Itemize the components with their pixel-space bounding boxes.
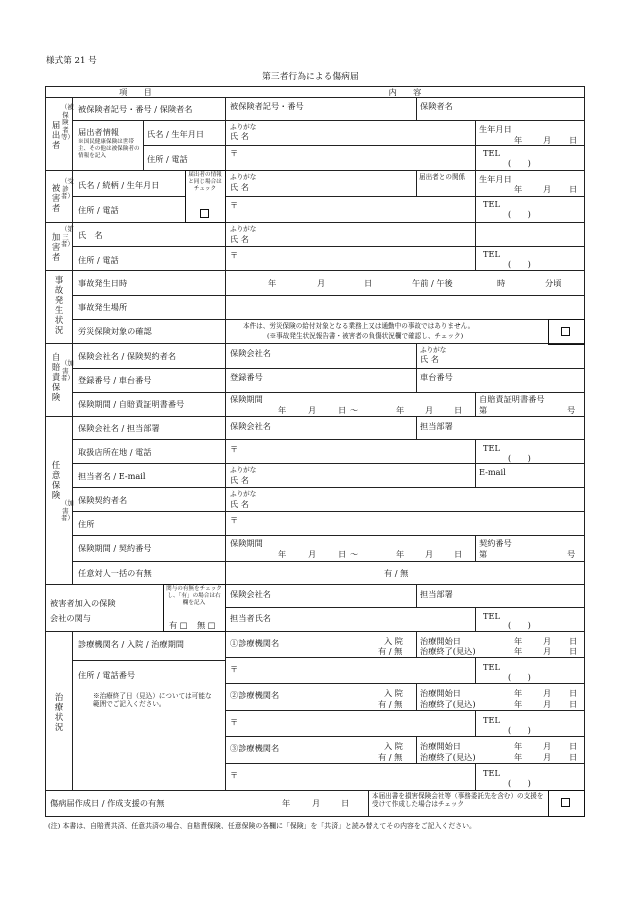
- nini-email-field[interactable]: E-mail: [479, 467, 506, 477]
- clinic1-end-day[interactable]: 日: [569, 646, 578, 656]
- clinic3-name-field[interactable]: ③診療機関名: [230, 743, 280, 753]
- clinic2-tel-label: TEL: [483, 715, 500, 725]
- treatment-address-item: 住所 / 電話番号: [78, 670, 136, 680]
- same-as-reporter-checkbox[interactable]: [200, 209, 209, 218]
- accident-minute[interactable]: 分頃: [545, 278, 562, 288]
- jibai-from-day[interactable]: 日: [338, 405, 347, 415]
- nini-contract-go: 号: [567, 549, 576, 559]
- victim-address-item: 住所 / 電話: [78, 205, 119, 215]
- nini-contractor-furigana: ふりがな: [230, 490, 257, 498]
- clinic2-end-label: 治療終了(見込): [420, 699, 476, 709]
- jibai-from-year[interactable]: 年: [278, 405, 287, 415]
- victim-birth-label: 生年月日: [479, 174, 512, 184]
- jibai-contractor-field[interactable]: 氏 名: [420, 354, 439, 364]
- jibai-to-day[interactable]: 日: [454, 405, 463, 415]
- nini-period-label: 保険期間: [230, 538, 263, 548]
- clinic3-start-day[interactable]: 日: [569, 741, 578, 751]
- same-as-reporter-note: 届出者の情報と同じ場合はチェック: [188, 172, 222, 192]
- section-insured-label: 届出者: [51, 120, 61, 150]
- nini-tel-label: TEL: [483, 443, 500, 453]
- victim-furigana: ふりがな: [230, 173, 257, 181]
- nini-person-item: 担当者名 / E-mail: [78, 471, 146, 481]
- section-insured-sub: （被保険者等）: [61, 103, 74, 142]
- nini-to-month[interactable]: 月: [425, 549, 434, 559]
- nini-contract-label: 契約番号: [479, 538, 512, 548]
- clinic2-end-day[interactable]: 日: [569, 699, 578, 709]
- clinic2-nyuin-field[interactable]: 有 / 無: [378, 699, 403, 709]
- nini-ikkatsu-field[interactable]: 有 / 無: [384, 568, 409, 578]
- nini-postal-field[interactable]: 〒: [230, 444, 239, 454]
- victim-tel-field[interactable]: ( ): [508, 209, 531, 219]
- form-number: 様式第 21 号: [46, 56, 97, 66]
- victim-ins-person-field[interactable]: 担当者氏名: [230, 613, 271, 623]
- treatment-clinic-item: 診療機関名 / 入院 / 治療期間: [78, 639, 184, 649]
- accident-year[interactable]: 年: [268, 278, 277, 288]
- clinic3-start-month[interactable]: 月: [543, 741, 552, 751]
- reporter-birth-year[interactable]: 年: [514, 135, 523, 145]
- jibai-chassis-field[interactable]: 車台番号: [420, 372, 453, 382]
- accident-month[interactable]: 月: [317, 278, 326, 288]
- kanyo-yes-checkbox[interactable]: 有 □: [169, 620, 188, 630]
- victim-birth-day[interactable]: 日: [569, 184, 578, 194]
- victim-ins-tel-field[interactable]: ( ): [508, 620, 531, 630]
- nini-from-month[interactable]: 月: [308, 549, 317, 559]
- reporter-birth-day[interactable]: 日: [569, 135, 578, 145]
- clinic1-end-year[interactable]: 年: [514, 646, 523, 656]
- nini-to-day[interactable]: 日: [454, 549, 463, 559]
- clinic3-tel-field[interactable]: ( ): [508, 778, 531, 788]
- nini-contractor-item: 保険契約者名: [78, 495, 128, 505]
- jibai-reg-item: 登録番号 / 車台番号: [78, 375, 152, 385]
- footnote: (注) 本書は、自賠責共済、任意共済の場合、自賠責保険、任意保険の各欄に「保険」を「共済」と読み替えてその内容をご記入ください。: [48, 822, 476, 830]
- clinic2-start-year[interactable]: 年: [514, 688, 523, 698]
- clinic1-start-day[interactable]: 日: [569, 636, 578, 646]
- offender-name-field[interactable]: 氏 名: [230, 234, 249, 244]
- nini-contract-dai: 第: [479, 549, 488, 559]
- jibai-period-label: 保険期間: [230, 394, 263, 404]
- clinic3-start-label: 治療開始日: [420, 741, 461, 751]
- offender-tel-label: TEL: [483, 249, 500, 259]
- nini-company-item: 保険会社名 / 担当部署: [78, 423, 160, 433]
- victim-relation-field[interactable]: 届出者との関係: [419, 173, 466, 181]
- kanyo-no-checkbox[interactable]: 無 □: [197, 620, 216, 630]
- clinic1-postal-field[interactable]: 〒: [230, 664, 239, 674]
- nini-period-item: 保険期間 / 契約番号: [78, 543, 152, 553]
- creation-month[interactable]: 月: [312, 798, 321, 808]
- nini-person-furigana: ふりがな: [230, 466, 257, 474]
- treatment-note: ※治療終了日（見込）については可能な範囲でご記入ください。: [93, 692, 212, 708]
- clinic2-start-label: 治療開始日: [420, 688, 461, 698]
- jibai-to-year[interactable]: 年: [396, 405, 405, 415]
- victim-postal-field[interactable]: 〒: [230, 200, 239, 210]
- clinic1-start-year[interactable]: 年: [514, 636, 523, 646]
- rousai-text-2: (※事故発生状況報告書・被害者の負傷状況欄で確認し、チェック): [267, 332, 464, 340]
- clinic3-postal-field[interactable]: 〒: [230, 770, 239, 780]
- insured-number-field[interactable]: 被保険者記号・番号: [230, 101, 304, 111]
- clinic2-name-field[interactable]: ②診療機関名: [230, 690, 280, 700]
- row-insured-number-item: 被保険者記号・番号 / 保険者名: [78, 104, 193, 114]
- reporter-name-field[interactable]: 氏 名: [230, 131, 249, 141]
- jibai-contractor-furigana: ふりがな: [420, 346, 447, 354]
- victim-ins-dept-field[interactable]: 担当部署: [420, 589, 453, 599]
- creation-date-item: 傷病届作成日 / 作成支援の有無: [50, 798, 165, 808]
- victim-name-item: 氏名 / 続柄 / 生年月日: [78, 180, 160, 190]
- nini-from-day[interactable]: 日: [338, 549, 347, 559]
- section-treatment-label: 治療状況: [54, 692, 64, 732]
- clinic1-nyuin-field[interactable]: 有 / 無: [378, 646, 403, 656]
- nini-to-year[interactable]: 年: [396, 549, 405, 559]
- section-victim-label: 被害者: [51, 183, 61, 213]
- section-jibaiseki-sub: （加害者）: [61, 359, 74, 383]
- clinic2-postal-field[interactable]: 〒: [230, 717, 239, 727]
- offender-furigana: ふりがな: [230, 225, 257, 233]
- rousai-checkbox[interactable]: [561, 327, 570, 336]
- section-jibaiseki-label: 自賠責保険: [51, 352, 61, 402]
- jibai-tilde: ～: [350, 405, 359, 415]
- kanyo-note: 関与の有無をチェックし、「有」の場合は右欄を記入: [166, 586, 222, 606]
- nini-from-year[interactable]: 年: [278, 549, 287, 559]
- reporter-info-note: ※国民健康保険は世帯主、その他は被保険者の情報を記入: [78, 139, 140, 159]
- nini-address-postal[interactable]: 〒: [230, 515, 239, 525]
- accident-datetime-item: 事故発生日時: [78, 278, 128, 288]
- victim-insurance-item: 被害者加入の保険: [50, 598, 116, 608]
- clinic2-nyuin-label: 入 院: [384, 688, 403, 698]
- jibai-cert-label: 自賠責証明書番号: [479, 394, 545, 404]
- page-title: 第三者行為による傷病届: [262, 72, 359, 82]
- clinic3-end-day[interactable]: 日: [569, 752, 578, 762]
- clinic1-name-field[interactable]: ①診療機関名: [230, 638, 280, 648]
- nini-dept-field[interactable]: 担当部署: [420, 421, 453, 431]
- offender-name-item: 氏 名: [78, 230, 103, 240]
- accident-day[interactable]: 日: [364, 278, 373, 288]
- victim-ins-tel-label: TEL: [483, 611, 500, 621]
- creation-day[interactable]: 日: [341, 798, 350, 808]
- victim-birth-year[interactable]: 年: [514, 184, 523, 194]
- clinic1-end-label: 治療終了(見込): [420, 646, 476, 656]
- clinic3-end-label: 治療終了(見込): [420, 752, 476, 762]
- offender-address-item: 住所 / 電話: [78, 255, 119, 265]
- header-content: 内 容: [388, 87, 422, 97]
- victim-name-field[interactable]: 氏 名: [230, 182, 249, 192]
- offender-tel-field[interactable]: ( ): [508, 259, 531, 269]
- reporter-tel-label: TEL: [483, 148, 500, 158]
- clinic3-nyuin-label: 入 院: [384, 741, 403, 751]
- reporter-postal-field[interactable]: 〒: [230, 148, 239, 158]
- nini-address-item: 住所: [78, 519, 95, 529]
- support-note: 本届出書を損害保険会社等（事務委託先を含む）の支援を受けて作成した場合はチェック: [372, 792, 544, 808]
- section-accident-label: 事故発生状況: [54, 275, 64, 335]
- accident-place-item: 事故発生場所: [78, 302, 128, 312]
- accident-ampm[interactable]: 午前 / 午後: [412, 278, 453, 288]
- reporter-tel-field[interactable]: ( ): [508, 158, 531, 168]
- support-checkbox[interactable]: [561, 798, 570, 807]
- jibai-to-month[interactable]: 月: [425, 405, 434, 415]
- jibai-cert-dai: 第: [479, 405, 488, 415]
- rousai-check-item: 労災保険対象の確認: [78, 326, 152, 336]
- clinic1-start-label: 治療開始日: [420, 636, 461, 646]
- jibai-company-field[interactable]: 保険会社名: [230, 348, 271, 358]
- clinic2-end-month[interactable]: 月: [543, 699, 552, 709]
- nini-tel-field[interactable]: ( ): [508, 453, 531, 463]
- reporter-birth-month[interactable]: 月: [543, 135, 552, 145]
- nini-contractor-field[interactable]: 氏 名: [230, 499, 249, 509]
- section-offender-sub: （第三者）: [61, 225, 74, 249]
- nini-person-field[interactable]: 氏 名: [230, 475, 249, 485]
- clinic3-start-year[interactable]: 年: [514, 741, 523, 751]
- reporter-birth-label: 生年月日: [479, 124, 512, 134]
- jibai-from-month[interactable]: 月: [308, 405, 317, 415]
- clinic2-start-month[interactable]: 月: [543, 688, 552, 698]
- victim-birth-month[interactable]: 月: [543, 184, 552, 194]
- reporter-furigana: ふりがな: [230, 123, 257, 131]
- victim-ins-company-field[interactable]: 保険会社名: [230, 589, 271, 599]
- insurer-name-field[interactable]: 保険者名: [420, 101, 453, 111]
- victim-tel-label: TEL: [483, 199, 500, 209]
- clinic1-start-month[interactable]: 月: [543, 636, 552, 646]
- clinic1-tel-label: TEL: [483, 662, 500, 672]
- nini-branch-item: 取扱店所在地 / 電話: [78, 447, 152, 457]
- creation-year[interactable]: 年: [282, 798, 291, 808]
- clinic3-end-month[interactable]: 月: [543, 752, 552, 762]
- clinic2-end-year[interactable]: 年: [514, 699, 523, 709]
- nini-tilde: ～: [350, 549, 359, 559]
- clinic1-nyuin-label: 入 院: [384, 636, 403, 646]
- jibai-period-item: 保険期間 / 自賠責証明書番号: [78, 399, 185, 409]
- jibai-reg-field[interactable]: 登録番号: [230, 372, 263, 382]
- clinic1-tel-field[interactable]: ( ): [508, 672, 531, 682]
- clinic2-start-day[interactable]: 日: [569, 688, 578, 698]
- offender-postal-field[interactable]: 〒: [230, 250, 239, 260]
- nini-company-field[interactable]: 保険会社名: [230, 421, 271, 431]
- section-nini-label: 任意保険: [51, 460, 61, 500]
- section-offender-label: 加害者: [51, 232, 61, 262]
- section-victim-sub: （受診者）: [61, 177, 74, 201]
- accident-hour[interactable]: 時: [497, 278, 506, 288]
- victim-insurance-item2: 会社の関与: [50, 613, 91, 623]
- header-item: 項 目: [119, 87, 152, 97]
- rousai-text-1: 本件は、労災保険の給付対象となる業務上又は通勤中の事故ではありません。: [243, 322, 475, 330]
- clinic2-tel-field[interactable]: ( ): [508, 725, 531, 735]
- reporter-info-item: 届出者情報: [78, 127, 119, 137]
- jibai-cert-go: 号: [567, 405, 576, 415]
- clinic3-tel-label: TEL: [483, 768, 500, 778]
- section-nini-sub: （加害者）: [61, 499, 74, 523]
- reporter-name-birth-item: 氏名 / 生年月日: [147, 129, 205, 139]
- clinic3-end-year[interactable]: 年: [514, 752, 523, 762]
- jibai-company-item: 保険会社名 / 保険契約者名: [78, 351, 177, 361]
- clinic1-end-month[interactable]: 月: [543, 646, 552, 656]
- reporter-address-tel-item: 住所 / 電話: [147, 154, 188, 164]
- nini-ikkatsu-item: 任意対人一括の有無: [78, 568, 152, 578]
- clinic3-nyuin-field[interactable]: 有 / 無: [378, 752, 403, 762]
